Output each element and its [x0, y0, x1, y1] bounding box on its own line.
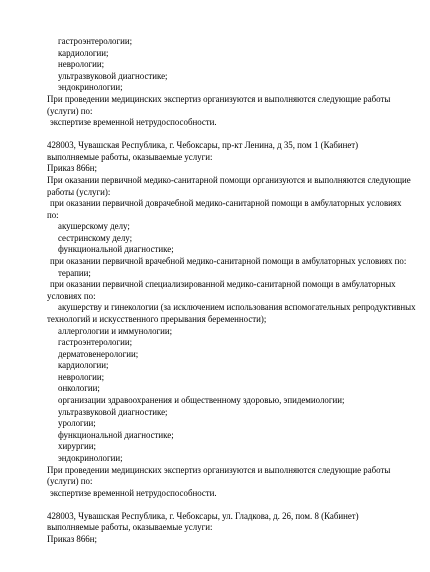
text-line: 428003, Чувашская Республика, г. Чебоксары, пр-кт Ленина, д 35, пом 1 (Кабинет) — [47, 140, 359, 151]
text-line: аллергологии и иммунологии; — [58, 325, 173, 336]
text-line: дерматовенерологии; — [58, 348, 139, 359]
text-line: При оказании первичной медико-санитарной помощи организуются и выполняются следующие — [47, 175, 411, 185]
text-line: урологии; — [58, 418, 96, 429]
text-line: технологий и искусственного прерывания беременности); — [47, 313, 267, 324]
text-line: гастроэнтерологии; — [58, 337, 133, 348]
text-line: неврологии; — [58, 371, 105, 382]
text-line: гастроэнтерологии; — [58, 36, 133, 46]
text-line: неврологии; — [58, 59, 105, 70]
text-line: при оказании первичной врачебной медико-санитарной помощи в амбулаторных условиях по: — [50, 256, 407, 266]
text-line: при оказании первичной специализированной медико-санитарной помощи в амбулаторных — [50, 279, 396, 290]
text-line: При проведении медицинских экспертиз организуются и выполняются следующие работы — [47, 464, 391, 475]
text-line: работы (услуги): — [47, 186, 111, 197]
text-line: хирургии; — [58, 441, 96, 452]
text-line: выполняемые работы, оказываемые услуги: — [47, 151, 213, 162]
text-line: ультразвуковой диагностике; — [58, 70, 168, 81]
text-line: ультразвуковой диагностике; — [58, 406, 168, 417]
text-line: (услуги) по: — [47, 476, 93, 486]
text-line: при оказании первичной доврачебной медико-санитарной помощи в амбулаторных условиях — [50, 198, 402, 209]
text-line: кардиологии; — [58, 360, 109, 371]
text-line: выполняемые работы, оказываемые услуги: — [47, 522, 213, 533]
text-line: Приказ 866н; — [47, 163, 97, 174]
text-line: сестринскому делу; — [58, 232, 133, 243]
text-line: акушерству и гинекологии (за исключением использования вспомогательных репродуктивных — [58, 302, 416, 313]
text-line: экспертизе временной нетрудоспособности. — [50, 487, 217, 498]
text-line: по: — [47, 209, 59, 220]
text-line: эндокринологии; — [58, 452, 123, 463]
text-line: функциональной диагностике; — [58, 429, 174, 440]
text-line: (услуги) по: — [47, 105, 93, 116]
text-line: организации здравоохранения и общественному здоровью, эпидемиологии; — [58, 395, 345, 405]
text-line: экспертизе временной нетрудоспособности. — [50, 117, 217, 128]
text-line: эндокринологии; — [58, 82, 123, 93]
text-line: условиях по: — [47, 290, 96, 301]
text-line: Приказ 866н; — [47, 533, 97, 544]
text-line: акушерскому делу; — [58, 221, 130, 232]
text-line: терапии; — [58, 267, 91, 278]
text-line: онкологии; — [58, 383, 100, 394]
text-line: кардиологии; — [58, 47, 109, 58]
text-line: 428003, Чувашская Республика, г. Чебоксары, ул. Гладкова, д. 26, пом. 8 (Кабинет) — [47, 510, 359, 521]
text-line: При проведении медицинских экспертиз организуются и выполняются следующие работы — [47, 93, 391, 104]
text-line: функциональной диагностике; — [58, 244, 174, 255]
